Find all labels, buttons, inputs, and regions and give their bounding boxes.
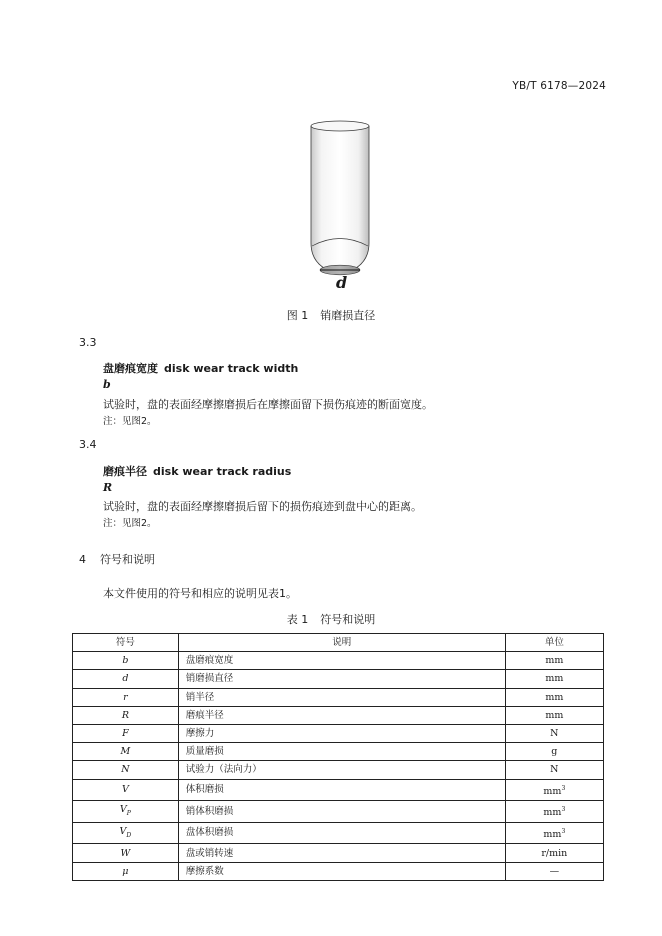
symbol-text: μ — [122, 865, 129, 877]
symbol-cell — [73, 706, 179, 724]
unit-text: mm — [543, 785, 562, 797]
unit-cell — [505, 706, 603, 724]
term-symbol: R — [103, 481, 113, 494]
symbol-text: V — [121, 784, 129, 796]
term-symbol: b — [103, 378, 111, 391]
unit-cell — [505, 761, 603, 779]
symbol-cell — [73, 761, 179, 779]
symbol-cell — [73, 670, 179, 688]
unit-superscript: 3 — [561, 827, 566, 835]
unit-text: mm — [545, 673, 564, 685]
symbol-text: r — [123, 691, 128, 703]
symbol-cell — [73, 800, 179, 822]
term-definition: 试验时，盘的表面经摩擦磨损后留下的损伤痕迹到盘中心的距离。 — [103, 500, 422, 513]
unit-superscript: 3 — [561, 806, 566, 814]
symbols-table — [72, 633, 604, 881]
symbol-text: M — [120, 746, 131, 758]
figure-label-d: d — [336, 273, 348, 292]
term-en: disk wear track width — [164, 362, 299, 375]
unit-cell — [505, 688, 603, 706]
table-caption — [0, 611, 662, 627]
description-cell: 体积磨损 — [178, 779, 505, 800]
description-cell: 质量磨损 — [178, 743, 505, 761]
table-row — [73, 652, 604, 670]
symbol-cell — [73, 862, 179, 880]
unit-text: mm — [545, 691, 564, 703]
table-row — [73, 706, 604, 724]
header-description: 说明 — [178, 634, 505, 652]
term-heading — [103, 463, 291, 479]
pin-wear-figure — [300, 118, 380, 296]
unit-text: mm — [545, 709, 564, 721]
term-note: 注：见图2。 — [103, 416, 157, 427]
unit-text: mm — [543, 829, 562, 841]
clause-number: 3.3 — [79, 336, 97, 349]
clause-number: 3.4 — [79, 438, 97, 451]
symbol-cell — [73, 743, 179, 761]
table-row — [73, 862, 604, 880]
unit-text: N — [550, 728, 559, 740]
figure-caption — [0, 307, 662, 323]
term-zh: 盘磨痕宽度 — [103, 362, 158, 375]
table-body — [73, 652, 604, 881]
symbol-text: R — [121, 709, 129, 721]
table-row — [73, 822, 604, 844]
standard-code: YB/T 6178—2024 — [512, 80, 606, 92]
description-cell: 磨痕半径 — [178, 706, 505, 724]
symbol-cell — [73, 652, 179, 670]
term-note: 注：见图2。 — [103, 518, 157, 529]
symbol-cell — [73, 822, 179, 844]
symbol-text: d — [122, 673, 129, 685]
unit-superscript: 3 — [561, 784, 566, 792]
figure-caption-number: 图 1 — [286, 309, 309, 322]
symbol-subscript: D — [126, 831, 132, 839]
symbol-text: V — [119, 825, 127, 837]
pin-top — [311, 121, 369, 131]
unit-cell — [505, 800, 603, 822]
unit-cell — [505, 779, 603, 800]
table-row — [73, 724, 604, 742]
symbol-text: V — [119, 803, 127, 815]
description-cell: 摩擦力 — [178, 724, 505, 742]
symbol-subscript: P — [126, 809, 131, 817]
unit-cell — [505, 652, 603, 670]
description-cell: 盘或销转速 — [178, 844, 505, 862]
section-title: 符号和说明 — [100, 553, 155, 566]
term-en: disk wear track radius — [153, 465, 292, 478]
unit-text: — — [549, 865, 560, 877]
unit-cell — [505, 862, 603, 880]
symbol-cell — [73, 688, 179, 706]
description-cell: 摩擦系数 — [178, 862, 505, 880]
description-cell: 销半径 — [178, 688, 505, 706]
table-row — [73, 743, 604, 761]
symbol-cell — [73, 779, 179, 800]
table-row — [73, 844, 604, 862]
description-cell: 销磨损直径 — [178, 670, 505, 688]
table-header-row — [73, 634, 604, 652]
description-cell: 盘磨痕宽度 — [178, 652, 505, 670]
description-cell: 盘体积磨损 — [178, 822, 505, 844]
term-heading — [103, 360, 298, 376]
symbol-cell — [73, 844, 179, 862]
unit-cell — [505, 844, 603, 862]
unit-text: g — [551, 746, 558, 758]
term-definition: 试验时，盘的表面经摩擦磨损后在摩擦面留下损伤痕迹的断面宽度。 — [103, 398, 433, 411]
pin-body — [311, 126, 369, 274]
description-cell: 销体积磨损 — [178, 800, 505, 822]
symbol-cell — [73, 724, 179, 742]
description-cell: 试验力（法向力） — [178, 761, 505, 779]
unit-text: r/min — [541, 847, 568, 859]
symbol-text: b — [122, 655, 129, 667]
section-heading — [79, 551, 155, 567]
unit-text: mm — [543, 807, 562, 819]
table-row — [73, 761, 604, 779]
unit-text: N — [550, 764, 559, 776]
table-row — [73, 670, 604, 688]
symbol-text: F — [122, 728, 129, 740]
unit-cell — [505, 743, 603, 761]
section-number: 4 — [79, 553, 86, 566]
figure-caption-text: 销磨损直径 — [320, 309, 376, 322]
unit-cell — [505, 822, 603, 844]
table-row — [73, 800, 604, 822]
unit-cell — [505, 670, 603, 688]
section-intro: 本文件使用的符号和相应的说明见表1。 — [103, 587, 297, 600]
table-caption-number: 表 1 — [286, 613, 309, 626]
header-unit: 单位 — [505, 634, 603, 652]
term-zh: 磨痕半径 — [103, 465, 147, 478]
table-row — [73, 688, 604, 706]
unit-text: mm — [545, 655, 564, 667]
table-row — [73, 779, 604, 800]
table-caption-text: 符号和说明 — [320, 613, 376, 626]
symbol-text: W — [120, 847, 131, 859]
unit-cell — [505, 724, 603, 742]
header-symbol: 符号 — [73, 634, 179, 652]
symbol-text: N — [121, 764, 130, 776]
